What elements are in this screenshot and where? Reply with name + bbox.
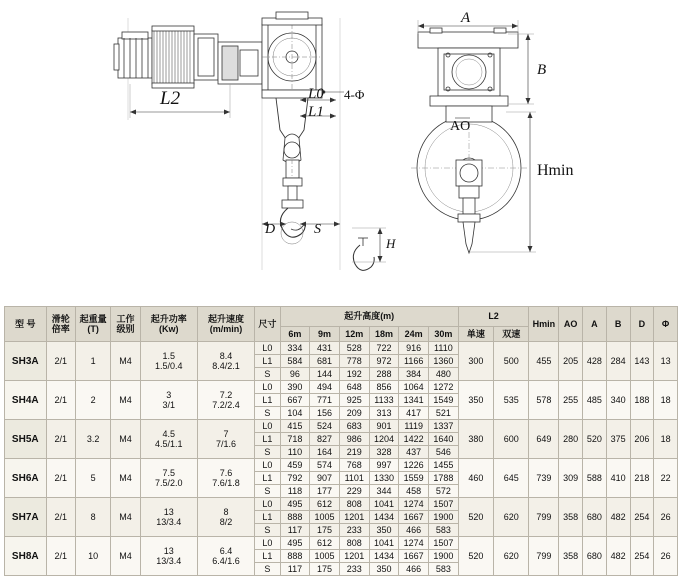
cell-lift-24m: 458 xyxy=(399,485,429,498)
cell-lift-6m: 718 xyxy=(280,433,310,446)
cell-work-grade: M4 xyxy=(111,498,140,537)
dim-label-hmin: Hmin xyxy=(537,162,574,179)
cell-b: 340 xyxy=(606,381,630,420)
cell-lift-24m: 1226 xyxy=(399,459,429,472)
cell-b: 482 xyxy=(606,537,630,576)
cell-lift-12m: 233 xyxy=(339,524,369,537)
header-capacity xyxy=(76,307,111,342)
cell-a0: 205 xyxy=(559,342,583,381)
cell-capacity: 8 xyxy=(76,498,111,537)
specifications-table xyxy=(4,306,678,576)
header-work-grade-line1: 工作 xyxy=(116,313,135,324)
cell-size-label: S xyxy=(255,524,281,537)
cell-d: 218 xyxy=(630,459,654,498)
cell-hmin: 649 xyxy=(529,420,559,459)
cell-lift-18m: 901 xyxy=(369,420,399,433)
dim-label-4phi: 4-Φ xyxy=(344,87,365,102)
cell-model: SH6A xyxy=(5,459,47,498)
cell-l2-double: 600 xyxy=(494,420,529,459)
cell-phi: 22 xyxy=(654,459,678,498)
cell-lift-24m: 1064 xyxy=(399,381,429,394)
cell-lift-6m: 888 xyxy=(280,550,310,563)
cell-lift-18m: 1434 xyxy=(369,550,399,563)
dim-label-a: A xyxy=(461,10,471,26)
cell-lift-12m: 808 xyxy=(339,498,369,511)
cell-lift-6m: 118 xyxy=(280,485,310,498)
cell-lift-12m: 986 xyxy=(339,433,369,446)
cell-l2-single: 460 xyxy=(458,459,493,498)
cell-lift-6m: 495 xyxy=(280,537,310,550)
cell-lift-12m: 1201 xyxy=(339,511,369,524)
cell-lift-24m: 466 xyxy=(399,563,429,576)
cell-lift-18m: 722 xyxy=(369,342,399,355)
cell-size-label: L0 xyxy=(255,420,281,433)
header-lift-9m: 9m xyxy=(310,327,340,342)
cell-hmin: 455 xyxy=(529,342,559,381)
dim-label-l2: L2 xyxy=(160,88,181,109)
cell-phi: 18 xyxy=(654,420,678,459)
table-body xyxy=(5,342,678,576)
header-hmin: Hmin xyxy=(529,307,559,342)
cell-lift-9m: 1005 xyxy=(310,550,340,563)
cell-l2-single: 300 xyxy=(458,342,493,381)
cell-l2-single: 350 xyxy=(458,381,493,420)
cell-d: 254 xyxy=(630,537,654,576)
header-a: A xyxy=(583,307,607,342)
cell-lift-30m: 1360 xyxy=(429,355,459,368)
dim-label-a0: AO xyxy=(450,119,471,134)
header-lifting-power-line2: (Kw) xyxy=(159,324,179,335)
cell-a: 428 xyxy=(583,342,607,381)
header-sheave-ratio-line2: 倍率 xyxy=(51,324,70,335)
cell-a: 680 xyxy=(583,537,607,576)
cell-lift-18m: 288 xyxy=(369,368,399,381)
cell-lift-30m: 1900 xyxy=(429,511,459,524)
cell-b: 482 xyxy=(606,498,630,537)
cell-lifting-power: 1.5 1.5/0.4 xyxy=(140,342,197,381)
cell-lift-24m: 1166 xyxy=(399,355,429,368)
header-lift-12m: 12m xyxy=(339,327,369,342)
cell-lift-9m: 612 xyxy=(310,537,340,550)
cell-lift-30m: 1507 xyxy=(429,498,459,511)
cell-work-grade: M4 xyxy=(111,537,140,576)
cell-lift-6m: 459 xyxy=(280,459,310,472)
cell-capacity: 5 xyxy=(76,459,111,498)
cell-lift-9m: 681 xyxy=(310,355,340,368)
cell-sheave-ratio: 2/1 xyxy=(46,498,75,537)
cell-lift-9m: 1005 xyxy=(310,511,340,524)
cell-lift-12m: 219 xyxy=(339,446,369,459)
cell-a0: 280 xyxy=(559,420,583,459)
header-l2-group: L2 xyxy=(458,307,529,327)
cell-size-label: L1 xyxy=(255,394,281,407)
cell-lift-12m: 925 xyxy=(339,394,369,407)
cell-lift-24m: 466 xyxy=(399,524,429,537)
cell-lift-18m: 1133 xyxy=(369,394,399,407)
cell-lifting-speed: 8.4 8.4/2.1 xyxy=(197,342,254,381)
cell-lift-30m: 583 xyxy=(429,524,459,537)
cell-lifting-power: 13 13/3.4 xyxy=(140,498,197,537)
cell-lift-6m: 495 xyxy=(280,498,310,511)
cell-lift-9m: 177 xyxy=(310,485,340,498)
cell-a: 680 xyxy=(583,498,607,537)
cell-lift-9m: 431 xyxy=(310,342,340,355)
cell-lifting-speed: 8 8/2 xyxy=(197,498,254,537)
cell-lift-24m: 1667 xyxy=(399,511,429,524)
cell-model: SH4A xyxy=(5,381,47,420)
cell-a: 520 xyxy=(583,420,607,459)
cell-a0: 309 xyxy=(559,459,583,498)
table-row xyxy=(5,420,678,433)
cell-d: 254 xyxy=(630,498,654,537)
cell-d: 206 xyxy=(630,420,654,459)
header-l2-single: 单速 xyxy=(458,327,493,342)
cell-lift-18m: 1041 xyxy=(369,537,399,550)
cell-lifting-power: 13 13/3.4 xyxy=(140,537,197,576)
cell-phi: 26 xyxy=(654,498,678,537)
cell-lift-9m: 612 xyxy=(310,498,340,511)
cell-size-label: L1 xyxy=(255,433,281,446)
cell-lift-12m: 528 xyxy=(339,342,369,355)
cell-size-label: L0 xyxy=(255,537,281,550)
cell-lift-30m: 1549 xyxy=(429,394,459,407)
cell-sheave-ratio: 2/1 xyxy=(46,459,75,498)
cell-sheave-ratio: 2/1 xyxy=(46,537,75,576)
cell-lift-30m: 521 xyxy=(429,407,459,420)
cell-size-label: L0 xyxy=(255,498,281,511)
header-work-grade xyxy=(111,307,140,342)
cell-a0: 358 xyxy=(559,498,583,537)
header-lift-6m: 6m xyxy=(280,327,310,342)
table-row xyxy=(5,381,678,394)
cell-lift-18m: 1434 xyxy=(369,511,399,524)
cell-lift-24m: 1274 xyxy=(399,498,429,511)
cell-lift-12m: 808 xyxy=(339,537,369,550)
cell-lift-18m: 350 xyxy=(369,563,399,576)
header-lifting-speed xyxy=(197,307,254,342)
header-sheave-ratio-line1: 滑轮 xyxy=(51,313,70,324)
cell-lift-6m: 110 xyxy=(280,446,310,459)
cell-l2-double: 620 xyxy=(494,537,529,576)
cell-lift-12m: 1201 xyxy=(339,550,369,563)
cell-lift-9m: 144 xyxy=(310,368,340,381)
cell-lift-12m: 1101 xyxy=(339,472,369,485)
cell-model: SH3A xyxy=(5,342,47,381)
cell-lift-30m: 572 xyxy=(429,485,459,498)
header-lift-24m: 24m xyxy=(399,327,429,342)
cell-lift-6m: 667 xyxy=(280,394,310,407)
cell-lift-9m: 771 xyxy=(310,394,340,407)
cell-size-label: L0 xyxy=(255,381,281,394)
dim-label-b: B xyxy=(537,62,547,78)
cell-capacity: 3.2 xyxy=(76,420,111,459)
cell-l2-double: 535 xyxy=(494,381,529,420)
cell-lift-18m: 328 xyxy=(369,446,399,459)
cell-d: 188 xyxy=(630,381,654,420)
header-row-1 xyxy=(5,307,678,327)
cell-work-grade: M4 xyxy=(111,342,140,381)
cell-lift-30m: 1900 xyxy=(429,550,459,563)
cell-lifting-power: 7.5 7.5/2.0 xyxy=(140,459,197,498)
cell-lift-6m: 390 xyxy=(280,381,310,394)
cell-lift-12m: 229 xyxy=(339,485,369,498)
cell-work-grade: M4 xyxy=(111,459,140,498)
cell-lift-9m: 164 xyxy=(310,446,340,459)
cell-lift-24m: 417 xyxy=(399,407,429,420)
cell-lift-9m: 524 xyxy=(310,420,340,433)
cell-sheave-ratio: 2/1 xyxy=(46,381,75,420)
cell-lifting-speed: 7.2 7.2/2.4 xyxy=(197,381,254,420)
cell-capacity: 10 xyxy=(76,537,111,576)
cell-lift-12m: 778 xyxy=(339,355,369,368)
cell-lifting-speed: 6.4 6.4/1.6 xyxy=(197,537,254,576)
cell-lift-12m: 683 xyxy=(339,420,369,433)
header-a0: AO xyxy=(559,307,583,342)
cell-lift-6m: 888 xyxy=(280,511,310,524)
cell-lift-9m: 175 xyxy=(310,563,340,576)
header-l2-double: 双速 xyxy=(494,327,529,342)
cell-lift-12m: 233 xyxy=(339,563,369,576)
cell-size-label: S xyxy=(255,368,281,381)
cell-lift-18m: 344 xyxy=(369,485,399,498)
cell-lift-6m: 584 xyxy=(280,355,310,368)
cell-size-label: L1 xyxy=(255,472,281,485)
cell-lift-24m: 1341 xyxy=(399,394,429,407)
table-header xyxy=(5,307,678,342)
cell-b: 410 xyxy=(606,459,630,498)
header-capacity-line1: 起重量 xyxy=(79,313,107,324)
cell-lift-6m: 104 xyxy=(280,407,310,420)
table-row xyxy=(5,498,678,511)
header-b: B xyxy=(606,307,630,342)
cell-sheave-ratio: 2/1 xyxy=(46,342,75,381)
cell-lift-9m: 175 xyxy=(310,524,340,537)
cell-size-label: L0 xyxy=(255,459,281,472)
dim-label-s: S xyxy=(314,222,321,237)
cell-work-grade: M4 xyxy=(111,381,140,420)
cell-l2-single: 520 xyxy=(458,498,493,537)
cell-size-label: S xyxy=(255,407,281,420)
table-row xyxy=(5,537,678,550)
header-size: 尺寸 xyxy=(255,307,281,342)
cell-lift-9m: 827 xyxy=(310,433,340,446)
cell-a: 588 xyxy=(583,459,607,498)
header-lift-height-group: 起升高度(m) xyxy=(280,307,458,327)
cell-lift-24m: 384 xyxy=(399,368,429,381)
cell-size-label: S xyxy=(255,563,281,576)
cell-size-label: L1 xyxy=(255,511,281,524)
cell-hmin: 739 xyxy=(529,459,559,498)
cell-model: SH5A xyxy=(5,420,47,459)
dim-label-l0: L0 xyxy=(308,86,324,102)
cell-a0: 358 xyxy=(559,537,583,576)
header-lift-30m: 30m xyxy=(429,327,459,342)
header-lift-18m: 18m xyxy=(369,327,399,342)
header-sheave-ratio xyxy=(46,307,75,342)
header-work-grade-line2: 级别 xyxy=(116,324,135,335)
table-row xyxy=(5,342,678,355)
cell-lift-6m: 117 xyxy=(280,524,310,537)
cell-lift-12m: 648 xyxy=(339,381,369,394)
cell-lift-18m: 1204 xyxy=(369,433,399,446)
cell-a0: 255 xyxy=(559,381,583,420)
cell-lift-24m: 1667 xyxy=(399,550,429,563)
cell-hmin: 578 xyxy=(529,381,559,420)
cell-lift-12m: 192 xyxy=(339,368,369,381)
cell-lift-12m: 768 xyxy=(339,459,369,472)
cell-lift-6m: 792 xyxy=(280,472,310,485)
cell-lift-24m: 1274 xyxy=(399,537,429,550)
cell-l2-single: 520 xyxy=(458,537,493,576)
cell-lift-18m: 972 xyxy=(369,355,399,368)
cell-l2-single: 380 xyxy=(458,420,493,459)
cell-lift-24m: 1559 xyxy=(399,472,429,485)
cell-lifting-speed: 7.6 7.6/1.8 xyxy=(197,459,254,498)
header-d: D xyxy=(630,307,654,342)
cell-lift-6m: 334 xyxy=(280,342,310,355)
cell-capacity: 2 xyxy=(76,381,111,420)
header-phi: Φ xyxy=(654,307,678,342)
dim-label-d: D xyxy=(265,222,276,237)
cell-model: SH8A xyxy=(5,537,47,576)
header-lifting-speed-line1: 起升速度 xyxy=(207,313,244,324)
cell-lift-9m: 574 xyxy=(310,459,340,472)
cell-lift-30m: 1272 xyxy=(429,381,459,394)
cell-lift-30m: 583 xyxy=(429,563,459,576)
cell-size-label: S xyxy=(255,485,281,498)
header-lifting-power xyxy=(140,307,197,342)
cell-lift-30m: 480 xyxy=(429,368,459,381)
cell-l2-double: 645 xyxy=(494,459,529,498)
cell-l2-double: 620 xyxy=(494,498,529,537)
dim-label-h: H xyxy=(386,236,396,251)
cell-size-label: L0 xyxy=(255,342,281,355)
cell-size-label: L1 xyxy=(255,355,281,368)
cell-work-grade: M4 xyxy=(111,420,140,459)
cell-lift-30m: 1507 xyxy=(429,537,459,550)
cell-phi: 26 xyxy=(654,537,678,576)
cell-lifting-power: 4.5 4.5/1.1 xyxy=(140,420,197,459)
cell-lift-24m: 1422 xyxy=(399,433,429,446)
cell-lifting-speed: 7 7/1.6 xyxy=(197,420,254,459)
cell-hmin: 799 xyxy=(529,498,559,537)
cell-lift-18m: 350 xyxy=(369,524,399,537)
cell-lift-18m: 856 xyxy=(369,381,399,394)
cell-lift-18m: 1041 xyxy=(369,498,399,511)
cell-phi: 18 xyxy=(654,381,678,420)
cell-lift-18m: 997 xyxy=(369,459,399,472)
header-lifting-power-line1: 起升功率 xyxy=(150,313,187,324)
cell-lift-9m: 156 xyxy=(310,407,340,420)
cell-b: 375 xyxy=(606,420,630,459)
cell-model: SH7A xyxy=(5,498,47,537)
cell-lifting-power: 3 3/1 xyxy=(140,381,197,420)
specifications-table-wrapper xyxy=(4,306,678,576)
cell-hmin: 799 xyxy=(529,537,559,576)
header-capacity-line2: (T) xyxy=(87,324,99,335)
cell-b: 284 xyxy=(606,342,630,381)
dim-label-l1: L1 xyxy=(308,104,324,120)
cell-lift-6m: 117 xyxy=(280,563,310,576)
header-model: 型 号 xyxy=(5,307,47,342)
cell-sheave-ratio: 2/1 xyxy=(46,420,75,459)
cell-a: 485 xyxy=(583,381,607,420)
cell-size-label: S xyxy=(255,446,281,459)
cell-lift-24m: 916 xyxy=(399,342,429,355)
cell-lift-30m: 1788 xyxy=(429,472,459,485)
cell-lift-30m: 1337 xyxy=(429,420,459,433)
cell-lift-24m: 1119 xyxy=(399,420,429,433)
cell-lift-30m: 1640 xyxy=(429,433,459,446)
cell-l2-double: 500 xyxy=(494,342,529,381)
cell-size-label: L1 xyxy=(255,550,281,563)
cell-lift-30m: 1110 xyxy=(429,342,459,355)
cell-lift-9m: 907 xyxy=(310,472,340,485)
cell-lift-24m: 437 xyxy=(399,446,429,459)
table-row xyxy=(5,459,678,472)
cell-d: 143 xyxy=(630,342,654,381)
cell-lift-6m: 415 xyxy=(280,420,310,433)
cell-capacity: 1 xyxy=(76,342,111,381)
cell-lift-9m: 494 xyxy=(310,381,340,394)
cell-phi: 13 xyxy=(654,342,678,381)
cell-lift-12m: 209 xyxy=(339,407,369,420)
cell-lift-30m: 1455 xyxy=(429,459,459,472)
cell-lift-30m: 546 xyxy=(429,446,459,459)
header-lifting-speed-line2: (m/min) xyxy=(209,324,243,335)
cell-lift-18m: 1330 xyxy=(369,472,399,485)
cell-lift-18m: 313 xyxy=(369,407,399,420)
cell-lift-6m: 96 xyxy=(280,368,310,381)
